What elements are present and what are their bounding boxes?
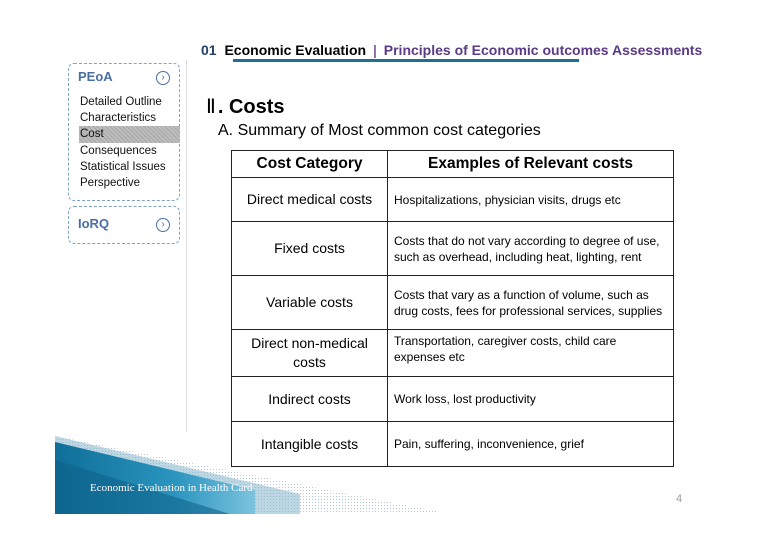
sidebar-item-characteristics[interactable]: Characteristics bbox=[80, 112, 157, 125]
sidebar-section-peoa bbox=[68, 63, 180, 201]
vertical-divider bbox=[186, 60, 187, 432]
section-title bbox=[206, 94, 285, 119]
section-title-text: . Costs bbox=[217, 96, 285, 118]
table-cell-examples: Costs that vary as a function of volume, such as drug costs, fees for professional services, supplies bbox=[388, 276, 674, 330]
section-subtitle: A. Summary of Most common cost categories bbox=[218, 122, 541, 139]
table-cell-examples: Costs that do not vary according to degree of use, such as overhead, including heat, lighting, rent bbox=[388, 222, 674, 276]
chevron-right-icon[interactable]: › bbox=[156, 71, 170, 85]
table-row bbox=[232, 178, 674, 222]
sidebar-nav bbox=[79, 94, 180, 191]
slide-header bbox=[201, 42, 702, 58]
sidebar-item-cost[interactable]: Cost bbox=[79, 126, 180, 142]
sidebar-item-detailed-outline[interactable]: Detailed Outline bbox=[80, 96, 162, 108]
sidebar-section-title[interactable]: PEoA bbox=[78, 69, 113, 84]
sidebar-item-statistical-issues[interactable]: Statistical Issues bbox=[80, 160, 166, 173]
table-row bbox=[232, 222, 674, 276]
sidebar-section-title[interactable]: IoRQ bbox=[78, 216, 110, 231]
table-row bbox=[232, 330, 674, 377]
table-cell-examples: Work loss, lost productivity bbox=[388, 377, 674, 422]
footer-text: Economic Evaluation in Health Card bbox=[90, 482, 253, 494]
section-numeral: Ⅱ bbox=[206, 96, 216, 118]
chevron-right-icon[interactable]: › bbox=[156, 218, 170, 232]
table-cell-examples: Hospitalizations, physician visits, drugs etc bbox=[388, 178, 674, 222]
header-rule bbox=[233, 59, 579, 62]
page-number: 4 bbox=[676, 493, 683, 505]
sidebar-item-perspective[interactable]: Perspective bbox=[80, 177, 141, 190]
table-cell-category: Fixed costs bbox=[232, 222, 388, 276]
header-number: 01 bbox=[201, 42, 217, 58]
cost-table bbox=[231, 150, 674, 467]
table-cell-category: Direct non-medical costs bbox=[232, 330, 388, 377]
sidebar-item-consequences[interactable]: Consequences bbox=[80, 144, 157, 157]
table-cell-category: Direct medical costs bbox=[232, 178, 388, 222]
table-cell-category: Intangible costs bbox=[232, 422, 388, 467]
header-separator: | bbox=[372, 42, 377, 58]
sidebar-section-iorq bbox=[68, 206, 180, 244]
table-cell-examples: Transportation, caregiver costs, child care expenses etc bbox=[388, 330, 674, 377]
table-header-examples: Examples of Relevant costs bbox=[388, 151, 674, 178]
table-row bbox=[232, 276, 674, 330]
table-cell-examples: Pain, suffering, inconvenience, grief bbox=[388, 422, 674, 467]
header-subtitle: Principles of Economic outcomes Assessments bbox=[383, 42, 703, 58]
table-cell-category: Indirect costs bbox=[232, 377, 388, 422]
header-title: Economic Evaluation bbox=[224, 42, 367, 58]
table-cell-category: Variable costs bbox=[232, 276, 388, 330]
table-header-category: Cost Category bbox=[232, 151, 388, 178]
table-row bbox=[232, 377, 674, 422]
